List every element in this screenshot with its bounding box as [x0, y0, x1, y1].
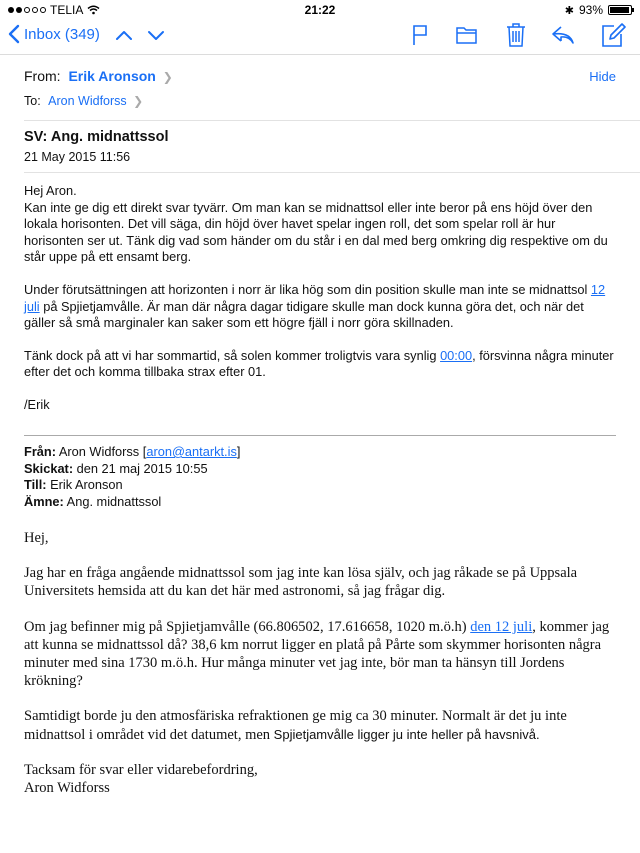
- from-row: [24, 68, 173, 84]
- hide-details-button[interactable]: Hide: [589, 69, 616, 84]
- body-paragraph: Under förutsättningen att horizonten i norr är lika hög som din position skulle man inte se midnattsol 12 juli på Spjietjamvålle. Är man där några dagar tidigare skulle man dock kunna göra det, och när det gäller så små marginaler kan saker som ett högre fjäll i norr göra skillnaden.: [24, 281, 606, 331]
- email-link[interactable]: aron@antarkt.is: [146, 444, 237, 459]
- reply-button[interactable]: [550, 23, 576, 52]
- message-subject: SV: Ang. midnattssol: [24, 129, 169, 145]
- time-link[interactable]: 00:00: [440, 347, 473, 363]
- quote-divider: [24, 435, 616, 436]
- message-body: [24, 183, 616, 414]
- quoted-to: Till: Erik Aronson: [24, 477, 123, 492]
- carrier-name: TELIA: [50, 3, 84, 17]
- to-label: To:: [24, 94, 41, 108]
- message-date: 21 May 2015 11:56: [24, 150, 131, 164]
- trash-icon: [505, 21, 527, 49]
- signature: /Erik: [24, 396, 50, 412]
- quoted-paragraph: Jag har en fråga angående midnattssol som jag inte kan lösa själv, och jag råkade se på Uppsala Universitets hemsida att du kan det här med astronomi, så jag frågar dig.: [24, 565, 578, 600]
- to-row: [24, 94, 143, 108]
- body-paragraph: Tänk dock på att vi har sommartid, så solen kommer troligtvis vara synlig 00:00, försvinna några minuter efter det och komma tillbaka strax efter 01.: [24, 347, 614, 380]
- chevron-right-icon: ❯: [133, 94, 144, 108]
- status-bar: [0, 0, 640, 20]
- quoted-closing: Tacksam för svar eller vidarebefordring, Aron Widforss: [24, 761, 258, 797]
- compose-button[interactable]: [600, 21, 626, 54]
- chevron-up-icon: [114, 24, 134, 46]
- quoted-sent: Skickat: den 21 maj 2015 10:55: [24, 460, 208, 476]
- flag-button[interactable]: [410, 22, 430, 53]
- flag-icon: [410, 22, 430, 48]
- chevron-down-icon: [146, 24, 166, 46]
- quoted-paragraph: Om jag befinner mig på Spjietjamvålle (66.806502, 17.616658, 1020 m.ö.h) den 12 juli, kommer jag att kunna se midnattssol då? 38,6 km norrut ligger en platå på Pårte som skymmer horisonten några minuter med sina 1730 m.ö.h. Hur många minuter vet jag inte, bör man ta hänsyn till Jordens krökning?: [24, 618, 610, 690]
- folder-icon: [455, 23, 479, 47]
- back-label: Inbox (349): [24, 25, 100, 43]
- chevron-right-icon: ❯: [162, 70, 173, 84]
- battery-percent: 93%: [578, 3, 603, 17]
- battery-icon: [608, 5, 632, 15]
- divider: [24, 172, 640, 173]
- previous-message-button[interactable]: [114, 24, 134, 51]
- quoted-paragraph: Samtidigt borde ju den atmosfäriska refraktionen ge mig ca 30 minuter. Normalt är det ju inte midnattsol i området vid det datumet, men Spjietjamvålle ligger ju inte heller på havsnivå.: [24, 708, 567, 743]
- body-paragraph: Hej Aron. Kan inte ge dig ett direkt svar tyvärr. Om man kan se midnattsol eller inte beror på ens höjd över den lokala horisonten. Det vill säga, din höjd över havet spelar ingen roll, det som spelar roll är hur horisonten ser ut. Tänk dig vad som händer om du står i en dal med berg omkring dig respektive om du står uppe på ett ensamt berg.: [24, 183, 608, 265]
- move-to-folder-button[interactable]: [455, 23, 479, 52]
- mail-toolbar: [0, 20, 640, 55]
- delete-button[interactable]: [505, 21, 527, 54]
- recipient-name[interactable]: Aron Widforss: [48, 94, 127, 108]
- quoted-body: [24, 529, 624, 797]
- date-link[interactable]: den 12 juli: [470, 618, 533, 635]
- quoted-subject: Ämne: Ang. midnattssol: [24, 493, 162, 509]
- bluetooth-icon: ✱: [564, 4, 574, 17]
- quoted-header: [24, 444, 240, 510]
- quoted-greeting: Hej,: [24, 530, 49, 546]
- status-right: [565, 3, 632, 17]
- sender-name[interactable]: Erik Aronson: [68, 68, 156, 84]
- clock: 21:22: [304, 3, 336, 17]
- compose-icon: [600, 21, 626, 49]
- reply-icon: [550, 23, 576, 47]
- from-label: From:: [24, 68, 61, 84]
- divider: [24, 120, 640, 121]
- chevron-left-icon: [8, 24, 20, 44]
- date-link[interactable]: 12 juli: [24, 281, 606, 314]
- back-to-inbox-button[interactable]: [8, 24, 100, 44]
- quoted-from: Från: Aron Widforss [aron@antarkt.is]: [24, 444, 241, 459]
- next-message-button[interactable]: [146, 24, 166, 51]
